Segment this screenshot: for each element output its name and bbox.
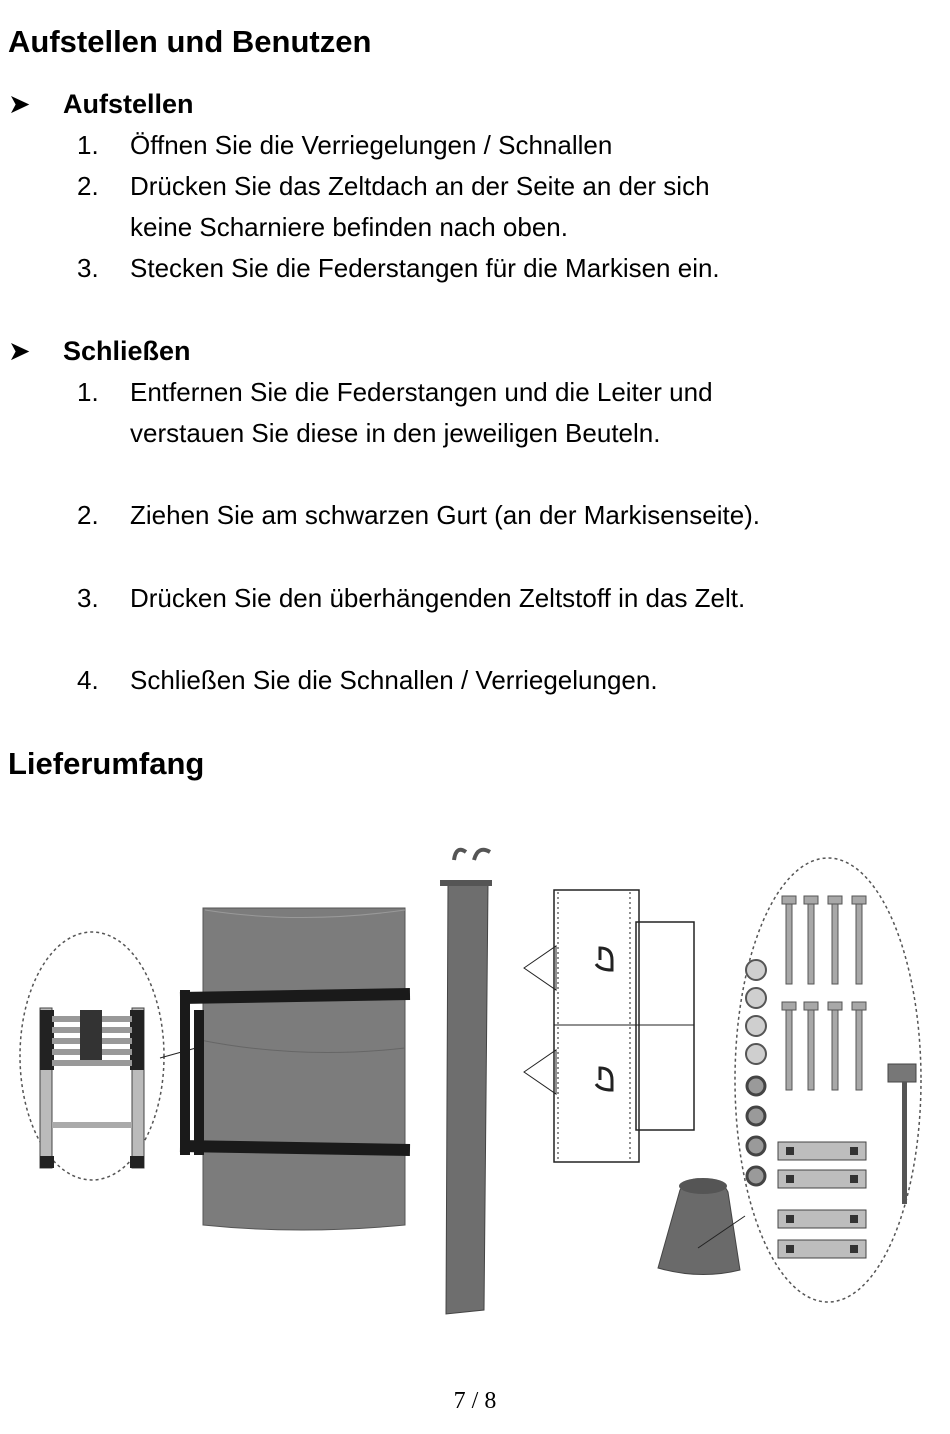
section-title-aufstellen bbox=[8, 88, 194, 120]
item-text: Entfernen Sie die Federstangen und die Leiter und bbox=[130, 377, 713, 407]
item-number: 1. bbox=[77, 130, 99, 160]
arrowhead-bullet-icon: ➤ bbox=[8, 336, 31, 366]
item-text: Schließen Sie die Schnallen / Verriegelungen. bbox=[130, 665, 658, 695]
awning-poles-icon bbox=[524, 890, 694, 1162]
item-text: Ziehen Sie am schwarzen Gurt (an der Markisenseite). bbox=[130, 500, 761, 530]
item-text: keine Scharniere befinden nach oben. bbox=[130, 212, 568, 242]
item-text: Öffnen Sie die Verriegelungen / Schnallen bbox=[130, 130, 613, 160]
item-number: 2. bbox=[77, 500, 99, 530]
small-bag-icon bbox=[658, 1178, 745, 1275]
page-heading: Aufstellen und Benutzen bbox=[8, 24, 372, 59]
item-number: 3. bbox=[77, 253, 99, 283]
item-number: 2. bbox=[77, 171, 99, 201]
scope-heading: Lieferumfang bbox=[8, 746, 205, 781]
item-number: 4. bbox=[77, 665, 99, 695]
item-number: 1. bbox=[77, 377, 99, 407]
item-text: Stecken Sie die Federstangen für die Markisen ein. bbox=[130, 253, 720, 283]
pole-bag-icon bbox=[440, 850, 492, 1314]
item-number: 3. bbox=[77, 583, 99, 613]
arrowhead-bullet-icon: ➤ bbox=[8, 89, 31, 119]
delivery-contents-illustration bbox=[0, 830, 950, 1330]
tent-bag-icon bbox=[180, 908, 410, 1230]
item-text: Drücken Sie das Zeltdach an der Seite an der sich bbox=[130, 171, 710, 201]
hardware-set-icon bbox=[735, 858, 921, 1302]
item-text: verstauen Sie diese in den jeweiligen Beuteln. bbox=[130, 418, 661, 448]
section-title-text: Aufstellen bbox=[63, 89, 194, 119]
item-text: Drücken Sie den überhängenden Zeltstoff in das Zelt. bbox=[130, 583, 746, 613]
section-title-schliessen bbox=[8, 335, 191, 367]
section-title-text: Schließen bbox=[63, 336, 191, 366]
page-number: 7 / 8 bbox=[453, 1388, 497, 1414]
